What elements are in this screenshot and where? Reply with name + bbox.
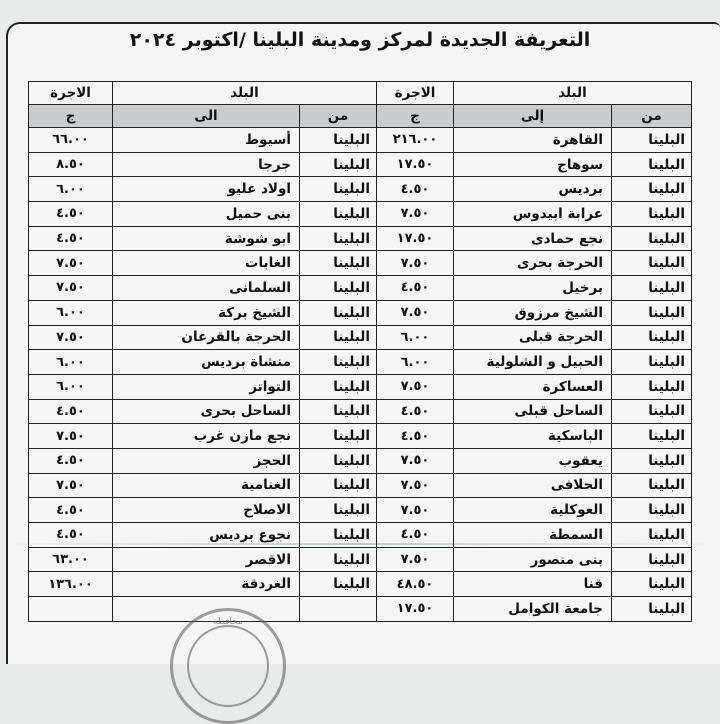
- cell-from-right: البلينا: [612, 251, 692, 276]
- header-town-left: البلد: [113, 82, 377, 105]
- cell-fare-left: ٧.٥٠: [29, 473, 113, 498]
- subheader-from-right: من: [612, 105, 692, 128]
- cell-to-right: بنى منصور: [454, 547, 612, 572]
- cell-from-right: البلينا: [612, 572, 692, 597]
- cell-fare-left: ٤.٥٠: [29, 523, 113, 548]
- cell-to-right: نجع حمادى: [454, 226, 612, 251]
- cell-from-left: البلينا: [300, 177, 377, 202]
- cell-to-left: بنى حميل: [113, 202, 300, 227]
- subheader-currency-left: ج: [29, 105, 113, 128]
- table-row: [29, 325, 692, 350]
- title-city: البلينا: [252, 29, 305, 51]
- cell-to-right: الحرجة بحرى: [454, 251, 612, 276]
- cell-to-right: برخيل: [454, 276, 612, 301]
- cell-to-right: القاهرة: [454, 128, 612, 153]
- cell-fare-right: ٦.٠٠: [377, 325, 454, 350]
- header-fare-right: الاجرة: [377, 82, 454, 105]
- official-seal: [170, 608, 286, 724]
- cell-from-right: البلينا: [612, 128, 692, 153]
- table-row: [29, 251, 692, 276]
- cell-from-left: البلينا: [300, 374, 377, 399]
- cell-fare-right: ١٧.٥٠: [377, 226, 454, 251]
- cell-from-left: البلينا: [300, 202, 377, 227]
- cell-from-right: البلينا: [612, 350, 692, 375]
- cell-from-left: البلينا: [300, 128, 377, 153]
- cell-fare-left: ٦.٠٠: [29, 300, 113, 325]
- cell-from-left: البلينا: [300, 300, 377, 325]
- cell-from-left: البلينا: [300, 325, 377, 350]
- cell-fare-left: ٦.٠٠: [29, 374, 113, 399]
- cell-to-right: يعقوب: [454, 448, 612, 473]
- header-row: [29, 82, 692, 105]
- cell-from-right: البلينا: [612, 374, 692, 399]
- cell-fare-right: ٧.٥٠: [377, 547, 454, 572]
- cell-from-left: البلينا: [300, 572, 377, 597]
- cell-fare-left: ٦.٠٠: [29, 350, 113, 375]
- subheader-row: [29, 105, 692, 128]
- table-row: [29, 226, 692, 251]
- cell-from-left: البلينا: [300, 498, 377, 523]
- cell-from-left: البلينا: [300, 350, 377, 375]
- table-row: [29, 523, 692, 548]
- table-row: [29, 399, 692, 424]
- cell-from-right: البلينا: [612, 202, 692, 227]
- cell-fare-right: ٤.٥٠: [377, 399, 454, 424]
- cell-fare-left: ٦٣.٠٠: [29, 547, 113, 572]
- cell-from-left: [300, 597, 377, 622]
- cell-fare-left: ٤.٥٠: [29, 226, 113, 251]
- cell-fare-left: ١٣٦.٠٠: [29, 572, 113, 597]
- cell-fare-right: ٤.٥٠: [377, 177, 454, 202]
- cell-fare-right: ٤.٥٠: [377, 424, 454, 449]
- cell-from-right: البلينا: [612, 547, 692, 572]
- cell-from-left: البلينا: [300, 152, 377, 177]
- header-town-right: البلد: [454, 82, 692, 105]
- cell-fare-left: [29, 597, 113, 622]
- table-row: [29, 152, 692, 177]
- cell-from-right: البلينا: [612, 597, 692, 622]
- cell-to-left: الاقصر: [113, 547, 300, 572]
- cell-to-right: برديس: [454, 177, 612, 202]
- cell-to-right: الباسكية: [454, 424, 612, 449]
- cell-fare-left: ٤.٥٠: [29, 448, 113, 473]
- table-row: [29, 276, 692, 301]
- cell-fare-left: ٧.٥٠: [29, 424, 113, 449]
- cell-fare-left: ٤.٥٠: [29, 498, 113, 523]
- cell-to-right: سوهاج: [454, 152, 612, 177]
- cell-fare-right: ٦.٠٠: [377, 350, 454, 375]
- cell-to-left: الغردقة: [113, 572, 300, 597]
- cell-from-left: البلينا: [300, 523, 377, 548]
- cell-from-right: البلينا: [612, 152, 692, 177]
- cell-fare-right: ٢١٦.٠٠: [377, 128, 454, 153]
- subheader-currency-right: ج: [377, 105, 454, 128]
- cell-to-right: الحرجة قبلى: [454, 325, 612, 350]
- cell-from-right: البلينا: [612, 523, 692, 548]
- cell-fare-right: ٧.٥٠: [377, 374, 454, 399]
- cell-fare-left: ٦.٠٠: [29, 177, 113, 202]
- cell-to-left: الحجز: [113, 448, 300, 473]
- cell-to-right: قنا: [454, 572, 612, 597]
- cell-to-left: منشاة برديس: [113, 350, 300, 375]
- cell-fare-left: ٧.٥٠: [29, 276, 113, 301]
- cell-to-left: نجوع برديس: [113, 523, 300, 548]
- table-row: [29, 374, 692, 399]
- table-row: [29, 547, 692, 572]
- subheader-to-left: الى: [113, 105, 300, 128]
- table-row: [29, 202, 692, 227]
- title-prefix: التعريفة الجديدة لمركز ومدينة: [310, 29, 591, 51]
- cell-to-left: السلمانى: [113, 276, 300, 301]
- cell-from-right: البلينا: [612, 498, 692, 523]
- cell-fare-left: ٤.٥٠: [29, 399, 113, 424]
- cell-to-left: الغنامية: [113, 473, 300, 498]
- cell-to-left: الساحل بحرى: [113, 399, 300, 424]
- cell-from-left: البلينا: [300, 547, 377, 572]
- cell-fare-right: ٧.٥٠: [377, 300, 454, 325]
- cell-to-left: جرجا: [113, 152, 300, 177]
- table-row: [29, 300, 692, 325]
- cell-fare-right: ٤.٥٠: [377, 523, 454, 548]
- table-row: [29, 597, 692, 622]
- cell-from-right: البلينا: [612, 226, 692, 251]
- cell-fare-right: ٧.٥٠: [377, 473, 454, 498]
- subheader-from-left: من: [300, 105, 377, 128]
- cell-fare-left: ٧.٥٠: [29, 251, 113, 276]
- table-row: [29, 498, 692, 523]
- cell-to-left: الغابات: [113, 251, 300, 276]
- header-fare-left: الاجرة: [29, 82, 113, 105]
- cell-to-right: الحبيل و الشلولية: [454, 350, 612, 375]
- cell-to-right: الشيخ مرزوق: [454, 300, 612, 325]
- cell-from-right: البلينا: [612, 399, 692, 424]
- cell-from-left: البلينا: [300, 424, 377, 449]
- cell-to-left: اولاد عليو: [113, 177, 300, 202]
- cell-from-right: البلينا: [612, 325, 692, 350]
- cell-to-right: الساحل قبلى: [454, 399, 612, 424]
- cell-from-right: البلينا: [612, 424, 692, 449]
- table-row: [29, 473, 692, 498]
- cell-fare-right: ٧.٥٠: [377, 498, 454, 523]
- cell-to-right: عرابة ابيدوس: [454, 202, 612, 227]
- cell-to-left: الاصلاح: [113, 498, 300, 523]
- title-suffix: /اكتوبر ٢٠٢٤: [129, 29, 246, 51]
- cell-from-left: البلينا: [300, 448, 377, 473]
- table-row: [29, 448, 692, 473]
- page-title: [0, 29, 720, 51]
- cell-to-left: أسيوط: [113, 128, 300, 153]
- cell-from-right: البلينا: [612, 300, 692, 325]
- cell-fare-left: ٧.٥٠: [29, 325, 113, 350]
- cell-from-left: البلينا: [300, 399, 377, 424]
- cell-from-left: البلينا: [300, 276, 377, 301]
- cell-fare-right: ٤٨.٥٠: [377, 572, 454, 597]
- cell-from-left: البلينا: [300, 251, 377, 276]
- table-row: [29, 424, 692, 449]
- cell-to-right: السمطة: [454, 523, 612, 548]
- table-row: [29, 350, 692, 375]
- table-row: [29, 128, 692, 153]
- cell-from-left: البلينا: [300, 473, 377, 498]
- cell-fare-right: ١٧.٥٠: [377, 152, 454, 177]
- cell-fare-left: ٨.٥٠: [29, 152, 113, 177]
- table-row: [29, 177, 692, 202]
- cell-from-right: البلينا: [612, 448, 692, 473]
- subheader-to-right: إلى: [454, 105, 612, 128]
- cell-fare-right: ١٧.٥٠: [377, 597, 454, 622]
- cell-to-left: التواتر: [113, 374, 300, 399]
- cell-to-left: نجع مازن غرب: [113, 424, 300, 449]
- cell-fare-right: ٧.٥٠: [377, 448, 454, 473]
- cell-to-left: الحرجة بالقرعان: [113, 325, 300, 350]
- cell-from-right: البلينا: [612, 177, 692, 202]
- cell-fare-right: ٧.٥٠: [377, 202, 454, 227]
- seal-text: محافظة: [213, 617, 243, 627]
- cell-fare-left: ٦٦.٠٠: [29, 128, 113, 153]
- table-row: [29, 572, 692, 597]
- cell-from-left: البلينا: [300, 226, 377, 251]
- cell-to-right: العوكلية: [454, 498, 612, 523]
- cell-to-left: ابو شوشة: [113, 226, 300, 251]
- cell-from-right: البلينا: [612, 276, 692, 301]
- cell-from-right: البلينا: [612, 473, 692, 498]
- cell-to-right: العساكرة: [454, 374, 612, 399]
- cell-to-right: الحلافى: [454, 473, 612, 498]
- cell-fare-right: ٤.٥٠: [377, 276, 454, 301]
- cell-fare-left: ٤.٥٠: [29, 202, 113, 227]
- cell-to-right: جامعة الكوامل: [454, 597, 612, 622]
- cell-to-left: الشيخ بركة: [113, 300, 300, 325]
- fare-table: [28, 81, 692, 622]
- cell-fare-right: ٧.٥٠: [377, 251, 454, 276]
